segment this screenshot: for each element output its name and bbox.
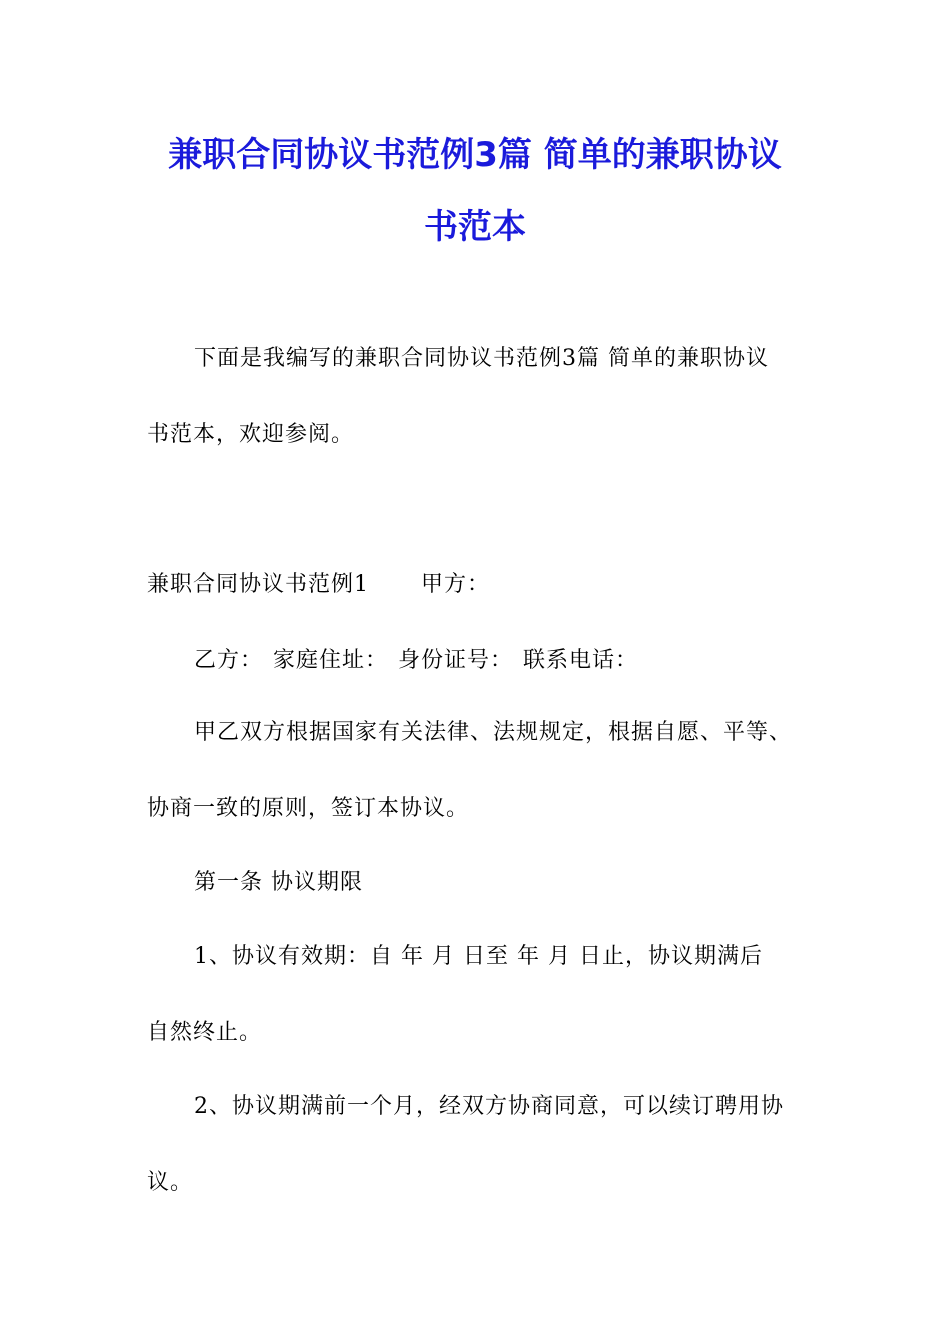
home-address-label: 家庭住址： bbox=[273, 648, 389, 673]
preamble-line-2: 协商一致的原则，签订本协议。 bbox=[147, 796, 470, 821]
clause-1-line-2: 自然终止。 bbox=[147, 1020, 263, 1045]
example-heading-row bbox=[147, 574, 490, 596]
id-number-label: 身份证号： bbox=[398, 648, 514, 673]
article-1-title: 第一条 协议期限 bbox=[194, 870, 363, 895]
clause-2-line-2: 议。 bbox=[147, 1170, 194, 1195]
party-b-label: 乙方： bbox=[194, 648, 264, 673]
document-title-line-1: 兼职合同协议书范例3篇 简单的兼职协议 bbox=[168, 135, 782, 175]
phone-label: 联系电话： bbox=[523, 648, 639, 673]
clause-2-line-1: 2、协议期满前一个月，经双方协商同意，可以续订聘用协 bbox=[194, 1094, 784, 1119]
clause-1-line-1: 1、协议有效期：自 年 月 日至 年 月 日止，协议期满后 bbox=[194, 944, 763, 969]
document-title-line-2: 书范本 bbox=[424, 207, 526, 247]
intro-line-1: 下面是我编写的兼职合同协议书范例3篇 简单的兼职协议 bbox=[194, 346, 769, 371]
preamble-line-1: 甲乙双方根据国家有关法律、法规规定，根据自愿、平等、 bbox=[194, 720, 793, 745]
party-b-info-row bbox=[194, 650, 638, 672]
example-1-heading: 兼职合同协议书范例1 bbox=[147, 572, 369, 597]
party-a-label: 甲方： bbox=[421, 572, 491, 597]
intro-line-2: 书范本，欢迎参阅。 bbox=[147, 422, 355, 447]
